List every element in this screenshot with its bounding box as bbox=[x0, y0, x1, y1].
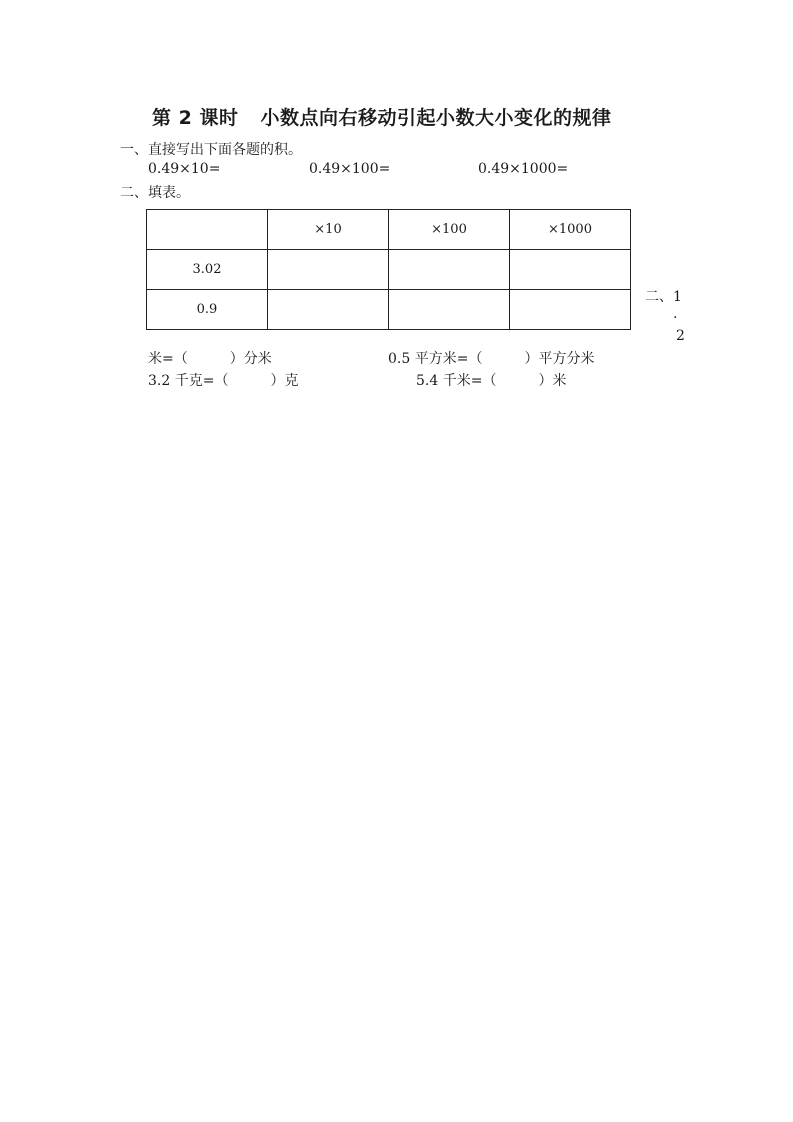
section2-heading: 二、填表。 bbox=[120, 185, 190, 201]
side-label-line3: 2 bbox=[676, 328, 685, 344]
problem-3: 0.49×1000= bbox=[478, 161, 569, 177]
table-header-cell bbox=[147, 210, 268, 250]
table-header-cell: ×1000 bbox=[510, 210, 631, 250]
conversion-row1-left: 米=（ ）分米 bbox=[148, 351, 272, 367]
table-cell: 3.02 bbox=[147, 250, 268, 290]
table-cell: 0.9 bbox=[147, 290, 268, 330]
table-cell-blank[interactable] bbox=[510, 290, 631, 330]
side-label-line1: 二、1 bbox=[645, 289, 682, 305]
problem-2: 0.49×100= bbox=[309, 161, 391, 177]
table-header-cell: ×100 bbox=[389, 210, 510, 250]
page-title bbox=[152, 103, 611, 130]
conversion-row1-right: 0.5 平方米=（ ）平方分米 bbox=[388, 351, 595, 367]
table-cell-blank[interactable] bbox=[389, 250, 510, 290]
conversion-row2-left: 3.2 千克=（ ）克 bbox=[148, 373, 299, 389]
table-row bbox=[147, 250, 631, 290]
table-cell-blank[interactable] bbox=[389, 290, 510, 330]
table-header-cell: ×10 bbox=[268, 210, 389, 250]
table-row bbox=[147, 290, 631, 330]
table-cell-blank[interactable] bbox=[268, 290, 389, 330]
fill-table bbox=[146, 209, 631, 330]
section1-heading: 一、直接写出下面各题的积。 bbox=[120, 142, 302, 158]
lesson-topic: 小数点向右移动引起小数大小变化的规律 bbox=[260, 107, 612, 129]
side-label-line2: . bbox=[673, 306, 678, 322]
table-cell-blank[interactable] bbox=[268, 250, 389, 290]
table-header-row bbox=[147, 210, 631, 250]
table-cell-blank[interactable] bbox=[510, 250, 631, 290]
conversion-row2-right: 5.4 千米=（ ）米 bbox=[416, 373, 567, 389]
problem-1: 0.49×10= bbox=[148, 161, 221, 177]
lesson-number: 第 2 课时 bbox=[152, 107, 239, 129]
